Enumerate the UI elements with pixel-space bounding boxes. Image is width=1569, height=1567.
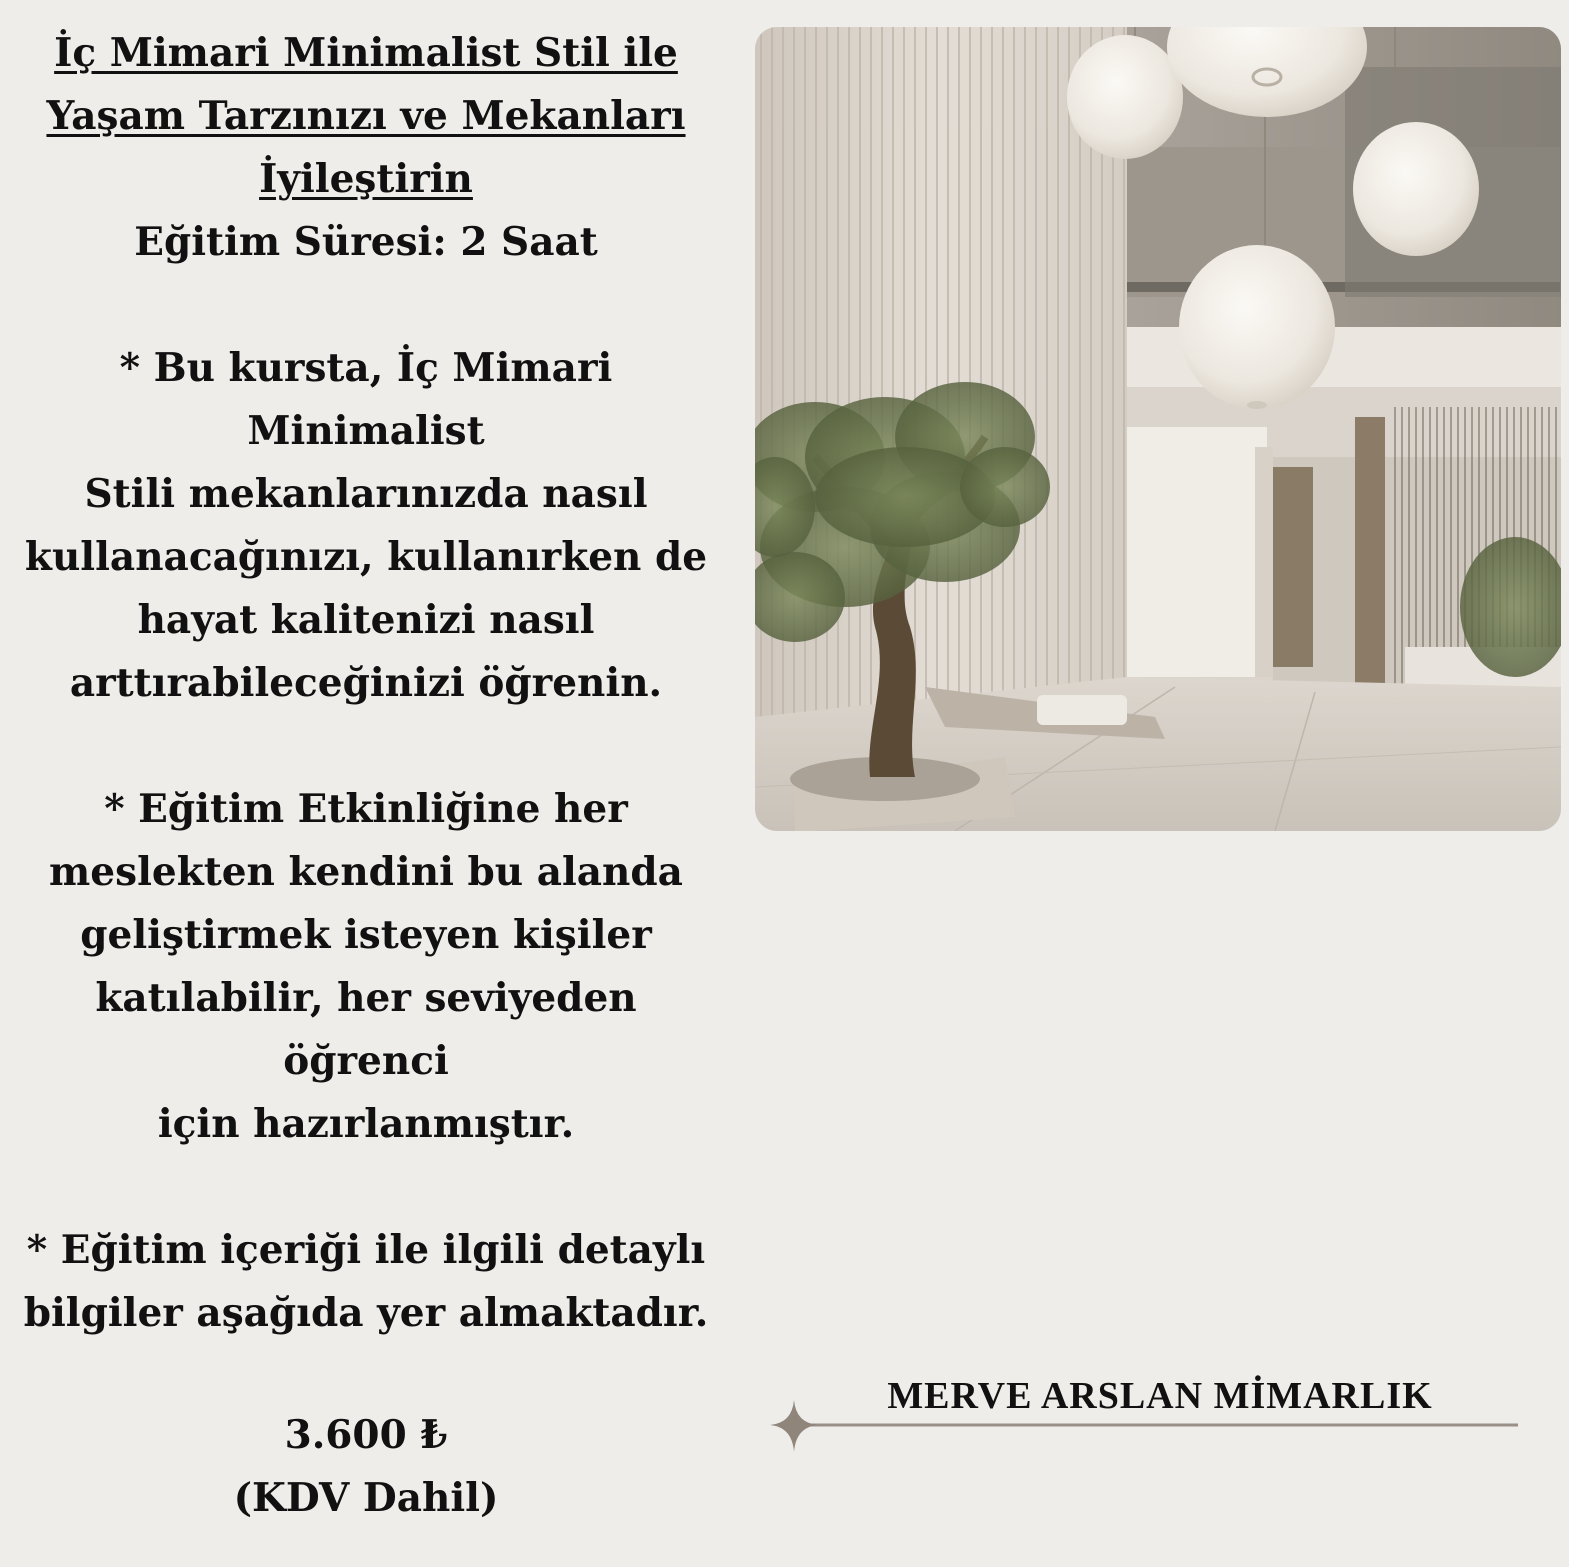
paragraph-line: hayat kalitenizi nasıl [137,597,595,643]
brand-divider [768,1380,1528,1460]
paragraph-line: * Eğitim Etkinliğine her [104,786,628,832]
sparkle-icon [770,1400,818,1452]
interior-photo [755,27,1561,831]
paragraph-line: geliştirmek isteyen kişiler [80,912,652,958]
course-info [10,22,722,1345]
paragraph-line: arttırabileceğinizi öğrenin. [69,660,663,706]
paragraph-line: * Eğitim içeriği ile ilgili detaylı [26,1227,706,1273]
paragraph-line: Stili mekanlarınızda nasıl [84,471,648,517]
paragraph-line: katılabilir, her seviyeden öğrenci [95,975,637,1084]
price-tax-note: (KDV Dahil) [233,1475,499,1521]
title-line-2: Yaşam Tarzınızı ve Mekanları [46,93,686,139]
paragraph-audience [10,778,722,1156]
title-line-1: İç Mimari Minimalist Stil ile [54,30,678,76]
paragraph-line: meslekten kendini bu alanda [49,849,683,895]
price-block [10,1404,722,1530]
course-duration: Eğitim Süresi: 2 Saat [134,219,598,265]
paragraph-line: * Bu kursta, İç Mimari Minimalist [119,345,613,454]
paragraph-line: bilgiler aşağıda yer almaktadır. [23,1290,709,1336]
paragraph-line: kullanacağınızı, kullanırken de [24,534,708,580]
paragraph-details-note [10,1219,722,1345]
price-amount: 3.600 ₺ [284,1412,448,1458]
paragraph-line: için hazırlanmıştır. [157,1101,575,1147]
brand-name: MERVE ARSLAN MİMARLIK [887,1375,1433,1417]
paragraph-course-description [10,337,722,715]
title-line-3: İyileştirin [259,156,473,202]
